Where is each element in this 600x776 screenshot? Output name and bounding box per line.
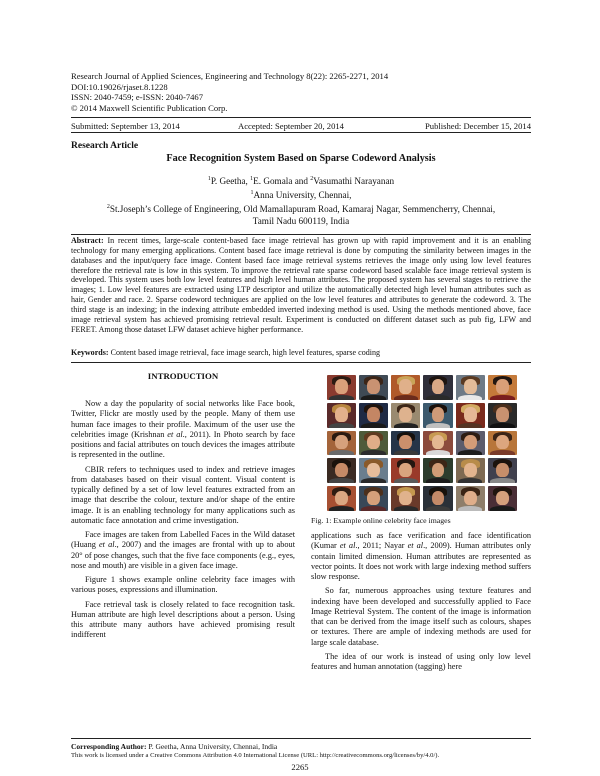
face-thumbnail — [391, 431, 420, 456]
face-thumbnail — [456, 431, 485, 456]
affiliation-2-cont: Tamil Nadu 600119, India — [252, 216, 350, 227]
published-date: Published: December 15, 2014 — [425, 121, 531, 131]
left-column — [71, 399, 295, 645]
face-thumbnail — [391, 458, 420, 483]
figure-caption: Fig. 1: Example online celebrity face images — [311, 516, 451, 525]
face-thumbnail — [488, 375, 517, 400]
abstract — [71, 236, 531, 334]
affiliation-2: $^2$St.Joseph’s College of Engineering, Old Mamallapuram Road, Kamaraj Nagar, Semmencherry, Chennai, — [106, 204, 496, 215]
authors-block — [71, 173, 531, 227]
header-rule-top — [71, 117, 531, 118]
paragraph: The idea of our work is instead of using only low level features and human annotation (tagging) here — [311, 651, 531, 671]
face-thumbnail — [456, 486, 485, 511]
face-thumbnail — [391, 403, 420, 428]
abstract-text: In recent times, large-scale content-based face image retrieval has grown up with rapid improvement and it is an enabling technology for many emerging applications. Content based face image retrieval is done by computing the similarity between images in the databases and the input/query face image. Content based face image retrieval systems retrieves the image only using low level features therefore the retrieval rate is low in this system. To improve the retrieval rate sparse codeword based scalable face image retrieval system is developed. This system uses both low level features and high level human attributes. The proposed system has several stages to retrieve the images; 1. Low level features are extracted using LTP descriptor and utilize the automatically detected high level human attributes such as hair, Gender and race. 2. Sparse codeword techniques are applied on the low level features and attributes to generate the codeword. 3. The third stage is an indexing; in the indexing attribute embedded inverted indexing method is used. Using the methods mentioned above, face image retrieval system has achieved promising retrieval result. Experiment is conducted on different dataset such as pub fig, LFW and FERET. Among those dataset LFW dataset achieve higher performance. — [71, 236, 531, 334]
footer-rule — [71, 738, 531, 739]
face-thumbnail — [423, 403, 452, 428]
face-thumbnail — [327, 431, 356, 456]
abstract-label: Abstract: — [71, 236, 104, 245]
face-thumbnail — [423, 431, 452, 456]
article-type: Research Article — [71, 141, 139, 151]
face-thumbnail — [359, 486, 388, 511]
paragraph: CBIR refers to techniques used to index and retrieve images from databases based on their visual content. Visual content is typically defined by a set of low level features extracted from an image that describe the colour, texture and/or shape of the entire image. It is an enabling technology for many applications such as automatic face annotation and crime investigation. — [71, 464, 295, 525]
paragraph: Face images are taken from Labelled Faces in the Wild dataset (Huang et al., 2007) and the images are frontal with up to about 20° of pose changes, such that the five face components (e.g., eyes, nose and mouth) are visible in a given face image. — [71, 530, 295, 570]
face-thumbnail — [327, 403, 356, 428]
face-thumbnail — [456, 458, 485, 483]
paragraph: Figure 1 shows example online celebrity face images with various poses, expressions and illumination. — [71, 575, 295, 595]
face-thumbnail — [359, 431, 388, 456]
affiliation-1: $^1$Anna University, Chennai, — [250, 190, 352, 201]
copyright: © 2014 Maxwell Scientific Publication Corp. — [71, 102, 228, 113]
corresponding-author: Corresponding Author: P. Geetha, Anna University, Chennai, India — [71, 742, 278, 751]
paragraph: Now a day the popularity of social networks like Face book, Twitter, Flickr are mostly used by the people. Many of them use human face images to their profile. Maximum of the user use the celebrities image (Krishnan et al., 2011). In Photo search by face positions and facial attributes on touch devices the images attribute is represented in the outline. — [71, 399, 295, 460]
face-thumbnail — [359, 375, 388, 400]
face-thumbnail — [327, 375, 356, 400]
paragraph: Face retrieval task is closely related to face recognition task. Human attribute are high level descriptions about a person. Using this attribute many authors have achieved promising result indifferent — [71, 599, 295, 640]
face-thumbnail — [391, 375, 420, 400]
face-thumbnail — [488, 458, 517, 483]
header-rule-bottom — [71, 132, 531, 133]
face-thumbnail — [423, 375, 452, 400]
face-thumbnail — [423, 458, 452, 483]
face-thumbnail — [391, 486, 420, 511]
paragraph: So far, numerous approaches using texture features and indexing have been developed and successfully applied to Face Image Retrieval System. The content of the image is information that can be derived from the image itself such as colours, shapes or textures. There are ample of indexing methods are used for large scale database. — [311, 586, 531, 647]
author-names: $^1$P. Geetha, $^1$E. Gomala and $^2$Vasumathi Narayanan — [207, 176, 395, 187]
face-thumbnail — [488, 486, 517, 511]
issn: ISSN: 2040-7459; e-ISSN: 2040-7467 — [71, 92, 204, 103]
face-thumbnail — [359, 458, 388, 483]
paper-title: Face Recognition System Based on Sparse Codeword Analysis — [166, 153, 436, 164]
celebrity-face-grid — [327, 375, 517, 511]
doi: DOI:10.19026/rjaset.8.1228 — [71, 81, 168, 92]
accepted-date: Accepted: September 20, 2014 — [238, 121, 344, 131]
face-thumbnail — [359, 403, 388, 428]
journal-citation: Research Journal of Applied Sciences, Engineering and Technology 8(22): 2265-2271, 2014 — [71, 71, 389, 81]
face-thumbnail — [327, 458, 356, 483]
abstract-rule-top — [71, 234, 531, 235]
license-note: This work is licensed under a Creative Commons Attribution 4.0 International License (URL: http://creativecommons.org/licenses/by/4.0/). — [71, 752, 440, 759]
submitted-date: Submitted: September 13, 2014 — [71, 121, 180, 131]
right-column — [311, 531, 531, 676]
face-thumbnail — [488, 431, 517, 456]
paragraph: applications such as face verification and face identification (Kumar et al., 2011; Nayar et al., 2009). Human attributes only contain limited dimension. Human attributes are represented as vector points. It does not work with large indexing method suffers slow response. — [311, 531, 531, 581]
keywords — [71, 348, 531, 358]
face-thumbnail — [456, 403, 485, 428]
face-thumbnail — [456, 375, 485, 400]
face-thumbnail — [423, 486, 452, 511]
page-number: 2265 — [291, 762, 309, 772]
journal-header — [71, 71, 388, 113]
keywords-rule — [71, 362, 531, 363]
section-heading-introduction: INTRODUCTION — [147, 371, 219, 381]
face-thumbnail — [488, 403, 517, 428]
keywords-label: Keywords: — [71, 348, 109, 357]
keywords-text: Content based image retrieval, face image search, high level features, sparse coding — [108, 348, 381, 357]
face-thumbnail — [327, 486, 356, 511]
